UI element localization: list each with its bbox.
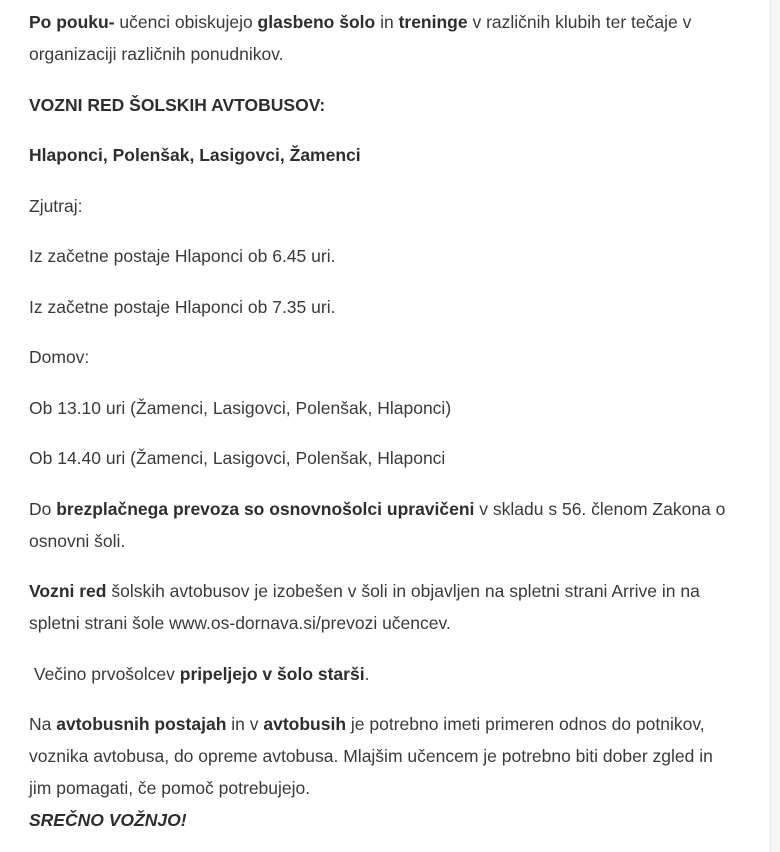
- schedule-heading: VOZNI RED ŠOLSKIH AVTOBUSOV:: [29, 94, 326, 115]
- parents-paragraph: Večino prvošolcev pripeljejo v šolo starši.: [29, 663, 370, 684]
- home-departure-1: Ob 13.10 uri (Žamenci, Lasigovci, Polenšak, Hlaponci): [29, 397, 452, 418]
- home-departure-2: Ob 14.40 uri (Žamenci, Lasigovci, Polenšak, Hlaponci: [29, 448, 446, 468]
- morning-departure-2: Iz začetne postaje Hlaponci ob 7.35 uri.: [29, 296, 336, 317]
- behavior-paragraph: Na avtobusnih postajah in v avtobusih je potrebno imeti primeren odnos do potnikov, voznika avtobusa, do opreme avtobusa. Mlajšim učencem je potrebno biti dober zgled in jim pomagati, če pomoč potrebujejo.: [29, 714, 713, 798]
- after-school-label: Po pouku-: [29, 12, 115, 32]
- schedule-info-paragraph: Vozni red šolskih avtobusov je izobešen v šoli in objavljen na spletni strani Arrive in na spletni strani šole www.os-dornava.si/prevozi učencev.: [29, 581, 700, 633]
- route-heading: Hlaponci, Polenšak, Lasigovci, Žamenci: [29, 145, 361, 165]
- after-school-paragraph: Po pouku- učenci obiskujejo glasbeno šolo in treninge v različnih klubih ter tečaje v organizaciji različnih ponudnikov.: [29, 12, 692, 64]
- morning-label: Zjutraj:: [29, 195, 83, 216]
- free-transport-paragraph: Do brezplačnega prevoza so osnovnošolci upravičeni v skladu s 56. členom Zakona o osnovni šoli.: [29, 498, 726, 551]
- morning-departure-1: Iz začetne postaje Hlaponci ob 6.45 uri.: [29, 246, 336, 266]
- home-label: Domov:: [29, 347, 90, 367]
- closing-line: SREČNO VOŽNJO!: [29, 810, 187, 830]
- article-content: [29, 6, 739, 836]
- scrollbar[interactable]: [770, 0, 780, 852]
